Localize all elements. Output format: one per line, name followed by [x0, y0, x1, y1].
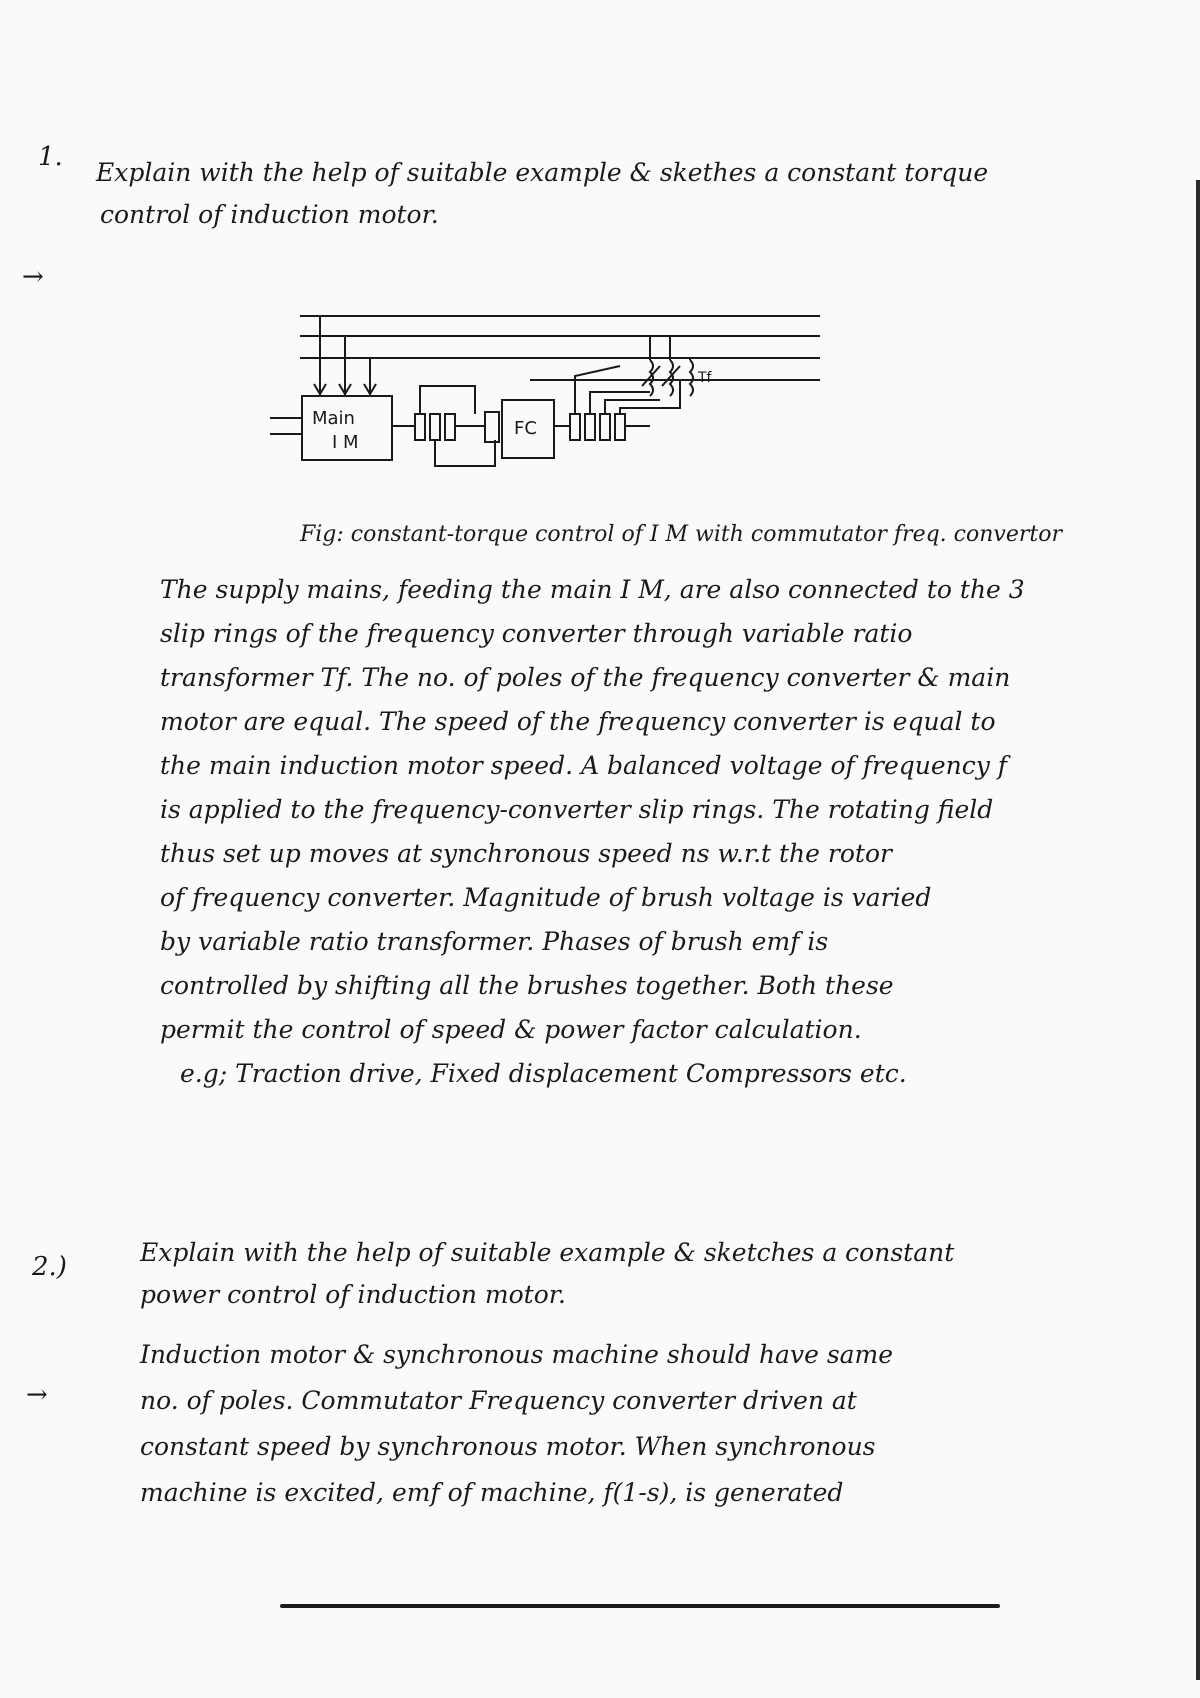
fc-label: FC: [514, 418, 537, 439]
answer-1-line: of frequency converter. Magnitude of brush voltage is varied: [160, 883, 932, 912]
answer-1-line: slip rings of the frequency converter through variable ratio: [160, 619, 913, 648]
answer-1-text: [160, 568, 1180, 1096]
question-1-text: [96, 152, 1176, 236]
question-1-line: control of induction motor.: [100, 200, 439, 229]
question-number-1: 1.: [38, 142, 63, 172]
answer-1-line: thus set up moves at synchronous speed ns w.r.t the rotor: [160, 839, 892, 868]
answer-1-line: the main induction motor speed. A balanced voltage of frequency f: [160, 751, 1008, 780]
question-1-line: Explain with the help of suitable example & skethes a constant torque: [96, 158, 989, 187]
answer-2-line: no. of poles. Commutator Frequency converter driven at: [140, 1386, 857, 1415]
answer-2-line: machine is excited, emf of machine, f(1-s), is generated: [140, 1478, 844, 1507]
question-number-2: 2.): [32, 1252, 67, 1282]
question-2-line: Explain with the help of suitable example & sketches a constant: [140, 1238, 955, 1267]
main-label: Main: [312, 408, 355, 429]
answer-1-line: The supply mains, feeding the main I M, are also connected to the 3: [160, 575, 1025, 604]
answer-arrow-1: →: [22, 262, 44, 292]
answer-2-line: Induction motor & synchronous machine should have same: [140, 1340, 894, 1369]
answer-1-line: is applied to the frequency-converter slip rings. The rotating field: [160, 795, 994, 824]
answer-1-line: permit the control of speed & power factor calculation.: [160, 1015, 862, 1044]
answer-1-line: e.g; Traction drive, Fixed displacement Compressors etc.: [180, 1059, 907, 1088]
answer-arrow-2: →: [26, 1380, 48, 1410]
bottom-rule: [280, 1604, 1000, 1608]
page-edge-shadow: [1196, 180, 1200, 1680]
tf-label: Tf: [698, 370, 712, 386]
answer-1-line: by variable ratio transformer. Phases of brush emf is: [160, 927, 829, 956]
circuit-diagram-svg: [270, 296, 830, 506]
answer-1-line: motor are equal. The speed of the frequency converter is equal to: [160, 707, 996, 736]
question-2-line: power control of induction motor.: [140, 1280, 566, 1309]
im-label: I M: [332, 432, 359, 453]
answer-1-line: transformer Tf. The no. of poles of the frequency converter & main: [160, 663, 1011, 692]
answer-2-line: constant speed by synchronous motor. When synchronous: [140, 1432, 876, 1461]
answer-2-text: [140, 1332, 1180, 1516]
figure-caption: Fig: constant-torque control of I M with commutator freq. convertor: [300, 522, 1062, 547]
question-2-text: [140, 1232, 1180, 1316]
answer-1-line: controlled by shifting all the brushes together. Both these: [160, 971, 894, 1000]
circuit-diagram: [270, 296, 830, 506]
